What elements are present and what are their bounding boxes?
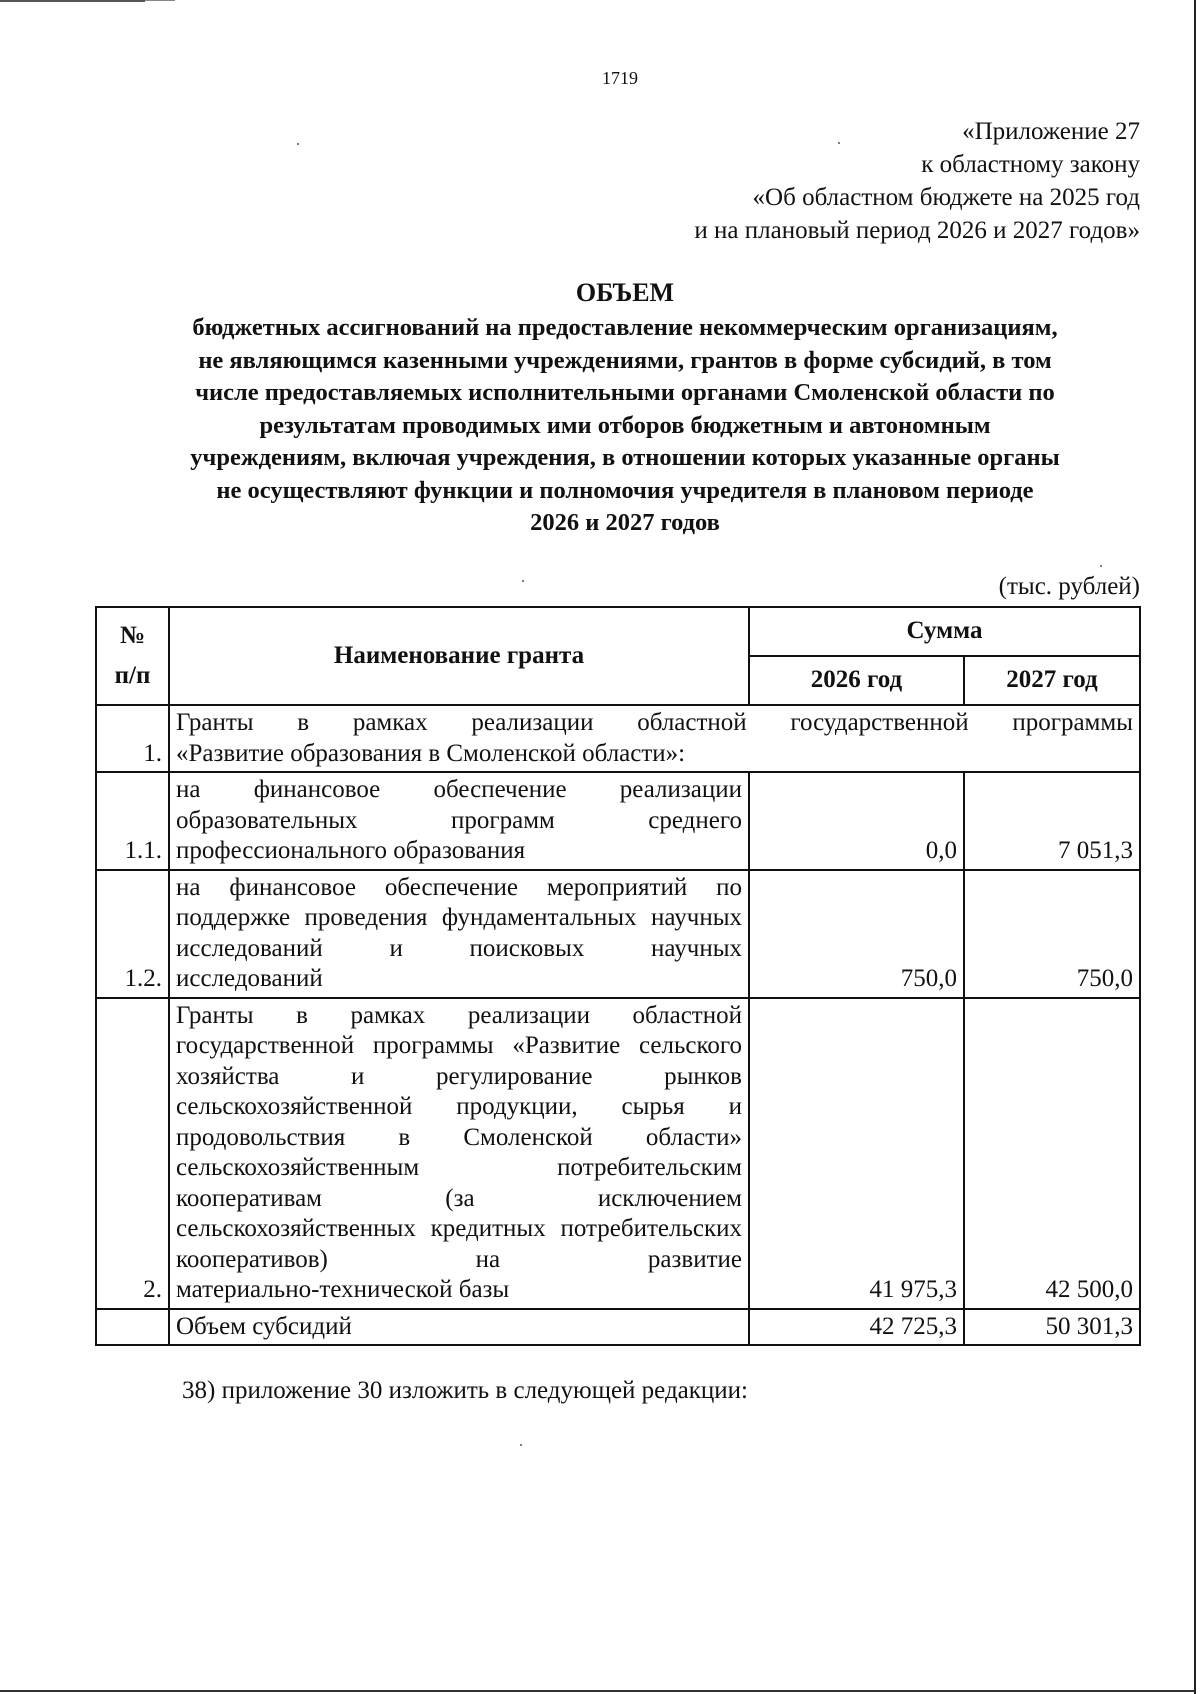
subtitle-line: бюджетных ассигнований на предоставление некоммерческим организациям,: [192, 314, 1058, 341]
word: рамках: [352, 709, 428, 736]
column-header-sum: Сумма: [749, 607, 1140, 656]
grants-table: [95, 606, 1141, 1346]
grant-name-text: Гранты в рамках реализации областной государственной программы «Развитие сельского хозяйства и регулирование рынков сельскохозяйственной продукции, сырья и продовольствия в Смоленской области» сельскохозяйственным потребительским кооперативам (за исключением сельскохозяйственных кредитных потребительских кооперативов) на развитие: [176, 1001, 742, 1273]
column-header-number-symbol: №: [119, 622, 146, 649]
page-number: 1719: [602, 68, 638, 88]
document-subtitle: [110, 312, 1140, 540]
column-header-2027: 2027 год: [964, 656, 1140, 705]
word: в: [297, 709, 310, 736]
table-row: [96, 772, 1140, 870]
scan-right-edge: [1194, 0, 1196, 1694]
column-header-number: [96, 607, 169, 705]
row-number: 1.: [96, 705, 169, 772]
subtitle-line: результатам проводимых ими отборов бюджетным и автономным: [259, 411, 991, 439]
grant-name-line: [176, 708, 1133, 739]
appendix-line: и на плановый период 2026 и 2027 годов»: [694, 217, 1140, 244]
scan-speck: [522, 580, 524, 582]
grant-name-text-last: профессионального образования: [176, 837, 526, 864]
amendment-note: 38) приложение 30 изложить в следующей редакции:: [182, 1377, 748, 1404]
row-grant-name: [169, 772, 749, 870]
scan-speck: [1100, 565, 1102, 567]
word: программы: [1012, 709, 1133, 736]
row-number: 2.: [96, 998, 169, 1309]
table-header-row: [96, 607, 1140, 656]
subtitle-line: числе предоставляемых исполнительными органами Смоленской области по: [195, 379, 1055, 406]
row-value-2026: 0,0: [749, 772, 964, 870]
scan-top-edge-line-faint: [145, 0, 175, 1]
row-number: 1.2.: [96, 870, 169, 998]
subtitle-line: учреждениям, включая учреждения, в отношении которых указанные органы: [190, 444, 1060, 471]
row-value-2026: 750,0: [749, 870, 964, 998]
appendix-line: к областному закону: [921, 151, 1140, 178]
row-value-2027: 7 051,3: [964, 772, 1140, 870]
column-header-2026: 2026 год: [749, 656, 964, 705]
grant-name-text: на финансовое обеспечение мероприятий по поддержке проведения фундаментальных научных исследований и поисковых научных: [176, 873, 742, 962]
scan-speck: [520, 1444, 522, 1446]
row-value-2027: 750,0: [964, 870, 1140, 998]
grant-name-text-last: исследований: [176, 965, 323, 992]
total-value-2027: 50 301,3: [964, 1309, 1140, 1346]
word: государственной: [790, 709, 969, 736]
grant-name-text-last: материально-технической базы: [176, 1276, 510, 1303]
unit-label: (тыс. рублей): [998, 573, 1140, 600]
table-row: [96, 998, 1140, 1309]
word: областной: [637, 709, 747, 736]
row-grant-name: [169, 870, 749, 998]
scan-speck: [297, 143, 299, 145]
document-title: ОБЪЕМ: [575, 278, 675, 307]
subtitle-line: не осуществляют функции и полномочия учредителя в плановом периоде: [216, 476, 1034, 504]
subtitle-line: 2026 и 2027 годов: [530, 509, 720, 536]
appendix-line: «Об областном бюджете на 2025 год: [752, 184, 1140, 211]
grant-name-text: на финансовое обеспечение реализации образовательных программ среднего: [176, 776, 742, 834]
appendix-header: [694, 115, 1140, 247]
row-number: [96, 1309, 169, 1346]
table-row: [96, 870, 1140, 998]
scan-top-edge-line: [0, 0, 145, 2]
subtitle-line: не являющимся казенными учреждениями, грантов в форме субсидий, в том: [198, 346, 1052, 374]
appendix-line: «Приложение 27: [962, 118, 1140, 145]
total-value-2026: 42 725,3: [749, 1309, 964, 1346]
column-header-grant-name: Наименование гранта: [169, 607, 749, 705]
total-label: Объем субсидий: [169, 1309, 749, 1346]
table-total-row: [96, 1309, 1140, 1346]
row-grant-name: [169, 705, 1140, 772]
scan-bottom-edge: [0, 1690, 1194, 1692]
table-row: [96, 705, 1140, 772]
row-number: 1.1.: [96, 772, 169, 870]
word: Гранты: [176, 709, 254, 736]
grant-name-line: «Развитие образования в Смоленской области»:: [176, 739, 686, 767]
row-value-2026: 41 975,3: [749, 998, 964, 1309]
column-header-number-abbr: п/п: [114, 662, 151, 689]
row-value-2027: 42 500,0: [964, 998, 1140, 1309]
row-grant-name: [169, 998, 749, 1309]
word: реализации: [471, 709, 594, 736]
